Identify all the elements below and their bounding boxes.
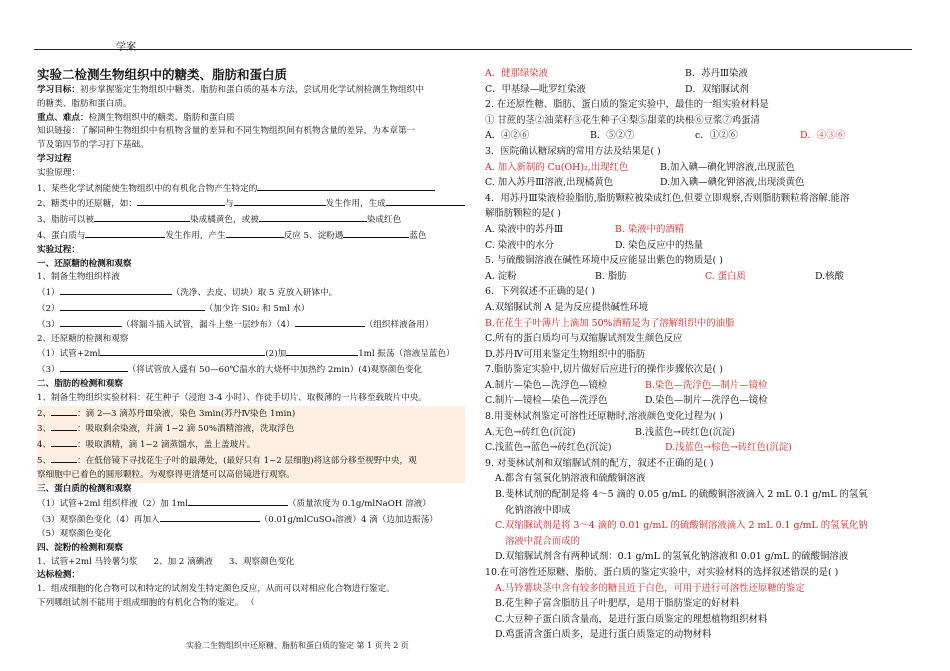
- q5-option-c: C. 蛋白质: [705, 270, 746, 282]
- section-2-line-4: [37, 437, 465, 453]
- question-8: 8.用斐林试剂鉴定可溶性还原糖时,溶液颜色变化过程为( ): [485, 411, 723, 423]
- q8-option-d: D.浅蓝色→棕色→砖红色(沉淀): [665, 442, 792, 454]
- question-3: 3．医院确认糖尿病的常用方法及结果是( ): [485, 145, 661, 157]
- q7-options-row-2: [485, 393, 920, 409]
- q4-option-a: A. 染液中的苏丹Ⅲ: [485, 223, 564, 235]
- section-1-sub-2: 2、还原糖的检测和观察: [37, 333, 129, 344]
- link-line: [37, 125, 465, 139]
- section-2-heading: 二、脂肪的检测和观察: [37, 378, 123, 389]
- q2-option-d: D．④③⑥: [800, 130, 846, 142]
- q9-option-a: A.都含有氢氧化钠溶液和硫酸铜溶液: [495, 473, 646, 485]
- step-number: （3）: [37, 319, 60, 330]
- section-3-line-1: [37, 496, 465, 512]
- fill-blank[interactable]: [343, 228, 409, 238]
- goal-line: [37, 84, 465, 98]
- section-3-heading: 三、蛋白质的检测和观察: [37, 483, 132, 494]
- goal-text: 初步掌握鉴定生物组织中糖类、脂肪和蛋白质的基本方法，尝试用化学试剂检测生物组织中: [79, 85, 424, 95]
- fill-blank[interactable]: [257, 181, 435, 191]
- q10-option-a: A.马铃薯块茎中含有较多的糖且近于白色，可用于进行可溶性还原糖的鉴定: [495, 582, 805, 594]
- question-7: 7.脂肪鉴定实验中,切片做好后应进行的操作步骤依次是( ): [485, 364, 723, 376]
- step-text: ：吸取剩余染液，并滴 1~2 滴 50%酒精溶液，洗取浮色: [77, 424, 295, 435]
- q1-option-c: C．甲基绿—吡罗红染液: [485, 83, 586, 95]
- step-text: （质量浓度为 0.1g/mlNaOH 溶液）: [287, 499, 431, 510]
- link-label: 知识链接：: [37, 126, 80, 137]
- fill-blank[interactable]: [259, 212, 367, 222]
- step-text: ：滴 2—3 滴苏丹Ⅲ染液，染色 3min(苏丹Ⅳ染色 1min): [77, 408, 296, 419]
- q3-option-a: A. 加入新制的 Cu(OH)₂,出现红色: [485, 161, 629, 173]
- principle-1: [37, 181, 465, 197]
- fill-blank[interactable]: [160, 512, 260, 522]
- q10-option-d: D.鸡蛋清含蛋白质多，是进行蛋白质鉴定的动物材料: [495, 629, 712, 641]
- link-text-cont: 节及第四节的学习打下基础。: [37, 140, 149, 151]
- question-4-cont: 解脂肪颗粒的是( ): [485, 208, 561, 220]
- q2-option-c: c．①②⑥: [695, 130, 738, 142]
- step-text: 3、观察颜色变化: [228, 556, 295, 567]
- section-1-line-2: [37, 301, 465, 317]
- q7-option-d: D.染色—制片—洗浮色—镜检: [645, 395, 768, 407]
- page-footer: 实验二生物组织中还原糖、脂肪和蛋白质的鉴定 第 1 页共 2 页: [186, 641, 409, 650]
- step-number: （2）: [37, 303, 60, 314]
- section-3-line-2: [37, 512, 465, 528]
- q3-option-c: C. 加入苏丹Ⅲ溶液,出现橘黄色: [485, 177, 613, 189]
- fill-blank[interactable]: [51, 406, 77, 416]
- step-text: （1）试管+2ml: [37, 349, 101, 360]
- q4-option-b: B. 染液中的酒精: [615, 223, 685, 235]
- section-2-line-3: [37, 421, 465, 437]
- header-rule: [34, 49, 912, 50]
- q9-option-c: C.双缩脲试剂是将 3～4 滴的 0.01 g/mL 的硫酸铜溶液滴入 2 mL 0.1 g/mL 的氢氧化钠: [495, 520, 868, 532]
- header-label: 学案: [116, 42, 136, 53]
- principle-3-text-b: 染成橘黄色，或被: [190, 215, 259, 226]
- question-2: 2. 在还原性糖、脂肪、蛋白质的鉴定实验中，最佳的一组实验材料是: [485, 99, 769, 111]
- step-text: ：吸取酒精，滴 1~2 滴蒸馏水，盖上盖玻片。: [77, 440, 256, 451]
- principle-3-text-c: 染成红色: [366, 215, 402, 226]
- q1-option-d: D．双缩脲试剂: [685, 83, 749, 95]
- section-2-line-6: 察细胞中已着色的圆形颗粒。为观察得更清楚可以高倍镜进行观察。: [37, 469, 295, 480]
- question-10: 10.在可溶性还原糖、脂肪、蛋白质的鉴定实验中，对实验材料的选择叙述错误的是( ): [485, 567, 839, 578]
- fill-blank[interactable]: [234, 196, 326, 206]
- q8-options-row-2: [485, 440, 920, 456]
- q7-option-c: C.制片—镜检—染色—洗浮色: [485, 395, 608, 407]
- principle-2-text-b: 与: [225, 199, 234, 210]
- step-text: （洗净、去皮、切块）取 5 克放入研钵中。: [171, 288, 338, 299]
- test-question-1: 1．组成细胞的化合物可以和特定的试剂发生特定颜色反应，从而可以对相应化合物进行鉴定。: [37, 584, 395, 595]
- step-text: 1ml 振荡（溶液呈蓝色）: [358, 349, 455, 360]
- section-1-sub-1: 1、制备生物组织样液: [37, 272, 120, 283]
- right-column: [485, 66, 920, 643]
- q2-option-b: B．⑤②⑦: [590, 130, 635, 142]
- section-2-line-1: 1、制备生物组织实验材料：花生种子（浸泡 3-4 小时）、作徒手切片、取极薄的一片移至载玻片中央。: [37, 392, 428, 403]
- section-1-line-1: [37, 285, 465, 301]
- step-text: ：在低倍镜下寻找花生子叶的最薄处，(最好只有 1~2 层细胞)将这部分移至视野中央，观: [77, 455, 417, 466]
- link-text: 了解同种生物组织中有机物含量的差异和不同生物组织间有机物含量的差异，为本章第一: [79, 126, 416, 137]
- q7-option-a: A.制片—染色—洗浮色—镜检: [485, 379, 608, 391]
- fill-blank[interactable]: [188, 496, 288, 506]
- fill-blank[interactable]: [60, 285, 172, 295]
- q5-option-a: A. 淀粉: [485, 270, 517, 282]
- q2-options-row: [485, 128, 920, 144]
- step-number: 4、: [37, 440, 52, 451]
- step-text: （0.01g/mlCuSO₄溶液）4 滴（边加边振荡）: [259, 515, 438, 526]
- step-text: （加少许 Si0₂ 和 5ml 水）: [204, 303, 310, 314]
- key-line: [37, 112, 465, 126]
- q8-option-a: A.无色→砖红色(沉淀): [485, 426, 576, 438]
- fill-blank[interactable]: [60, 301, 205, 311]
- left-column: [37, 66, 465, 611]
- principle-4-text-d: 蓝色: [409, 230, 427, 241]
- q8-option-b: B.浅蓝色→砖红色(沉淀): [635, 426, 736, 438]
- q9-option-b: B.斐林试剂的配制是将 4～5 滴的 0.05 g/mL 的硫酸铜溶液滴入 2 mL 0.1 g/mL 的氢氧: [495, 489, 868, 501]
- step-number: 5、: [37, 455, 52, 466]
- fill-blank[interactable]: [51, 453, 77, 463]
- goal-label: 学习目标：: [37, 85, 80, 95]
- q6-option-c: C.所有的蛋白质均可与双缩脲试剂发生颜色反应: [485, 333, 683, 345]
- section-1-line-6: [37, 362, 465, 378]
- question-2-items: ① 甘蔗的茎②油菜籽③花生种子④梨⑤甜菜的块根⑥豆浆⑦鸡蛋清: [485, 114, 760, 126]
- q9-option-b-cont: 化钠溶液中即成: [505, 504, 571, 516]
- q7-option-b: B.染色—洗浮色—制片—镜检: [645, 379, 768, 391]
- step-text: 1、试管+2ml 马铃薯匀浆: [37, 556, 138, 567]
- principle-2-text-a: 2、糖类中的还原糖，如：: [37, 199, 137, 210]
- q6-option-a: A.双缩脲试剂 A 是为反应提供碱性环境: [485, 301, 649, 313]
- step-text: （将漏斗插入试管，漏斗上垫一层纱布）（4）: [121, 319, 295, 330]
- q5-option-b: B. 脂肪: [595, 270, 627, 282]
- fill-blank[interactable]: [386, 196, 465, 206]
- q9-option-d: D.双缩脲试剂含有两种试剂：0.1 g/mL 的氢氧化钠溶液和 0.01 g/mL 的硫酸铜溶液: [495, 551, 849, 563]
- goal-text-cont: 的糖类、脂肪和蛋白质。: [37, 98, 132, 109]
- q4-options-row-2: [485, 238, 920, 254]
- q3-option-b: B.加入碘—碘化钾溶液,出现蓝色: [660, 161, 795, 173]
- process-heading: 学习过程: [37, 153, 72, 164]
- q6-option-d: D.苏丹Ⅳ可用来鉴定生物组织中的脂肪: [485, 348, 646, 360]
- q10-option-b: B.花生种子富含脂肪且子叶肥厚，是用于脂肪鉴定的好材料: [495, 598, 740, 610]
- fill-blank[interactable]: [226, 228, 284, 238]
- principle-4-text-c: 反应 5、淀粉遇: [283, 230, 344, 241]
- question-5: 5. 与硫酸铜溶液在碱性环境中反应能显出紫色的物质是( ): [485, 255, 723, 267]
- section-2-line-5: [37, 453, 465, 469]
- q4-option-d: D. 染色反应中的热量: [615, 239, 704, 251]
- fill-blank[interactable]: [94, 212, 190, 222]
- fill-blank[interactable]: [51, 437, 77, 447]
- question-4: 4．用苏丹Ⅲ染液检验脂肪,脂肪颗粒被染成红色,但要立即观察,否则脂肪颗粒将溶解.能溶: [485, 192, 850, 204]
- question-6: 6．下列叙述不正确的是( ): [485, 286, 596, 298]
- principle-label: 实验原理：: [37, 167, 80, 178]
- section-2-line-2: [37, 406, 465, 422]
- fill-blank[interactable]: [295, 317, 365, 327]
- fill-blank[interactable]: [100, 346, 265, 356]
- step-text: （3）观察颜色变化（4）再加入: [37, 515, 160, 526]
- principle-4-text-a: 4、蛋白质与: [37, 230, 86, 241]
- step-number: 3、: [37, 424, 52, 435]
- q1-option-b: B．苏丹Ⅲ染液: [685, 68, 748, 79]
- fill-blank[interactable]: [286, 346, 358, 356]
- principle-2-text-c: 发生作用，生成: [325, 199, 386, 210]
- q1-options-row-2: [485, 82, 920, 98]
- principle-4-text-b: 发生作用，产生: [165, 230, 226, 241]
- q3-options-row-1: [485, 160, 920, 176]
- fill-blank[interactable]: [60, 317, 122, 327]
- section-1-line-3: [37, 317, 465, 333]
- q4-options-row-1: [485, 222, 920, 238]
- q7-options-row-1: [485, 378, 920, 394]
- q2-option-a: A．④②⑥: [485, 130, 530, 142]
- test-question-1-cont: 下列哪组试剂不能用于组成细胞的有机化合物的鉴定。 （: [37, 597, 255, 608]
- principle-4: [37, 228, 465, 244]
- section-4-line-1: [37, 556, 465, 570]
- q8-options-row-1: [485, 425, 920, 441]
- step-text: 2、加 2 滴碘液: [153, 556, 213, 567]
- q6-option-b: B.在花生子叶薄片上滴加 50%酒精是为了溶解组织中的油脂: [485, 317, 735, 329]
- step-text: （1）试管+2ml 组织样液（2）加 1ml: [37, 499, 188, 510]
- step-text: (2)加: [265, 349, 287, 360]
- q10-option-c: C.大豆种子蛋白质含量高，是进行蛋白质鉴定的理想植物组织材料: [495, 613, 768, 625]
- q5-options-row: [485, 269, 920, 285]
- fill-blank[interactable]: [60, 362, 128, 372]
- fill-blank[interactable]: [137, 196, 225, 206]
- section-4-heading: 四、淀粉的检测和观察: [37, 542, 123, 553]
- section-3-line-3: （5）观察颜色变化: [37, 528, 112, 539]
- key-label: 重点、难点：: [37, 112, 89, 123]
- step-text-end: （组织样液备用）: [364, 319, 434, 330]
- step-number: 2、: [37, 408, 52, 419]
- fill-blank[interactable]: [51, 421, 77, 431]
- key-text: 检测生物组织中的糖类、脂肪和蛋白质: [88, 112, 235, 123]
- q5-option-d: D.核酸: [815, 270, 844, 282]
- question-9: 9. 对斐林试剂和双缩脲试剂的配方，叙述不正确的是( ): [485, 457, 714, 469]
- procedure-heading: 实验过程：: [37, 244, 80, 255]
- page-title: 实验二检测生物组织中的糖类、脂肪和蛋白质: [37, 67, 288, 82]
- q9-option-c-cont: 溶液中混合而成的: [505, 535, 581, 547]
- step-number: （1）: [37, 288, 60, 299]
- section-1-line-5: [37, 346, 465, 362]
- q4-option-c: C. 染液中的水分: [485, 239, 555, 251]
- q3-options-row-2: [485, 175, 920, 191]
- q8-option-c: C.浅蓝色→蓝色→砖红色(沉淀): [485, 442, 612, 454]
- q3-option-d: D.加入碘—碘化钾溶液,出现淡黄色: [660, 177, 805, 189]
- step-text: （将试管放入盛有 50—60℃温水的大烧杯中加热约 2min）(4)观察颜色变化: [127, 365, 423, 376]
- step-number: （3）: [37, 365, 60, 376]
- principle-3-text-a: 3、脂肪可以被: [37, 215, 95, 226]
- principle-2: [37, 196, 465, 212]
- principle-3: [37, 212, 465, 228]
- section-1-heading: 一、还原糖的检测和观察: [37, 258, 132, 269]
- test-heading: 达标检测：: [37, 570, 80, 581]
- highlight-block: [37, 406, 465, 483]
- q1-options-row-1: [485, 66, 920, 82]
- principle-1-text: 1、某些化学试剂能使生物组织中的有机化合物产生特定的: [37, 183, 258, 194]
- q1-option-a: A．健那绿染液: [485, 68, 549, 79]
- fill-blank[interactable]: [85, 228, 165, 238]
